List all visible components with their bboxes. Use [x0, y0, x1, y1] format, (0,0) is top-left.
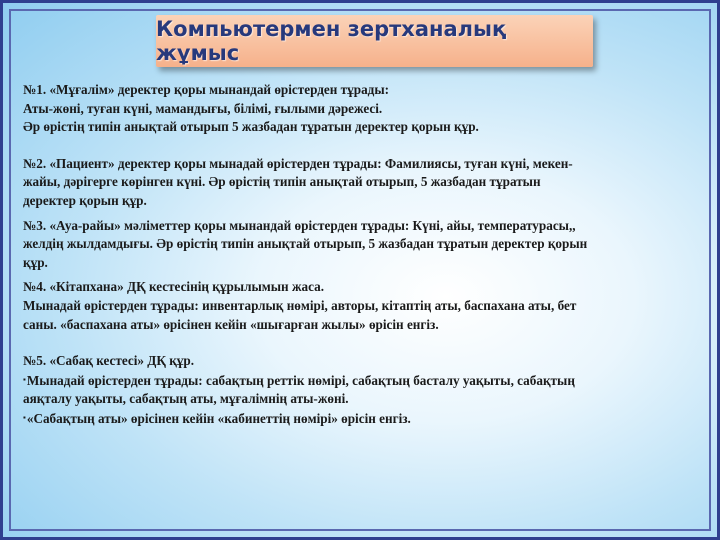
task-2-line-3: деректер қорын құр. — [23, 192, 147, 208]
task-3 — [23, 217, 715, 273]
task-4 — [23, 278, 715, 334]
task-3-line-3: құр. — [23, 254, 48, 270]
slide-title: Компьютермен зертханалық жұмыс — [156, 17, 507, 65]
task-3-line-1: №3. «Ауа-райы» мәліметтер қоры мынандай өрістерден тұрады: Күні, айы, температурасы,, — [23, 217, 576, 233]
task-5-line-2: ▪ Мынадай өрістерден тұрады: сабақтың реттік нөмірі, сабақтың басталу уақыты, сабақтың — [23, 371, 715, 391]
task-2-line-1: №2. «Пациент» деректер қоры мынадай өрістерден тұрады: Фамилиясы, туған күні, мекен- — [23, 155, 573, 171]
task-4-line-1: №4. «Кітапхана» ДҚ кестесінің құрылымын жаса. — [23, 279, 325, 295]
task-5-line-4: ▪ «Сабақтың аты» өрісінен кейін «кабинеттің нөмірі» өрісін енгіз. — [23, 409, 715, 429]
task-5-line-3: аяқталу уақыты, сабақтың аты, мұғалімнің аты-жөні. — [23, 391, 349, 407]
slide-content — [23, 81, 715, 429]
task-2-line-2: жайы, дәрігерге көрінген күні. Әр өрістің типін анықтай отырып, 5 жазбадан тұратын — [23, 174, 541, 190]
task-1-line-2: Аты-жөні, туған күні, мамандығы, білімі, ғылыми дәрежесі. — [23, 100, 383, 116]
task-1 — [23, 81, 715, 137]
task-3-line-2: желдің жылдамдығы. Әр өрістің типін анықтай отырып, 5 жазбадан тұратын деректер қорын — [23, 236, 588, 252]
task-1-line-1: №1. «Мұғалім» деректер қоры мынандай өрістерден тұрады: — [23, 82, 390, 97]
task-5 — [23, 352, 715, 428]
task-1-line-3: Әр өрістің типін анықтай отырып 5 жазбадан тұратын деректер қорын құр. — [23, 119, 479, 135]
task-4-line-2: Мынадай өрістерден тұрады: инвентарлық нөмірі, авторы, кітаптің аты, баспахана аты, бет — [23, 297, 577, 313]
task-2 — [23, 155, 715, 211]
title-box — [156, 15, 593, 67]
task-4-line-3: саны. «баспахана аты» өрісінен кейін «шығарған жылы» өрісін енгіз. — [23, 316, 439, 332]
task-5-line-1: №5. «Сабақ кестесі» ДҚ құр. — [23, 353, 195, 369]
